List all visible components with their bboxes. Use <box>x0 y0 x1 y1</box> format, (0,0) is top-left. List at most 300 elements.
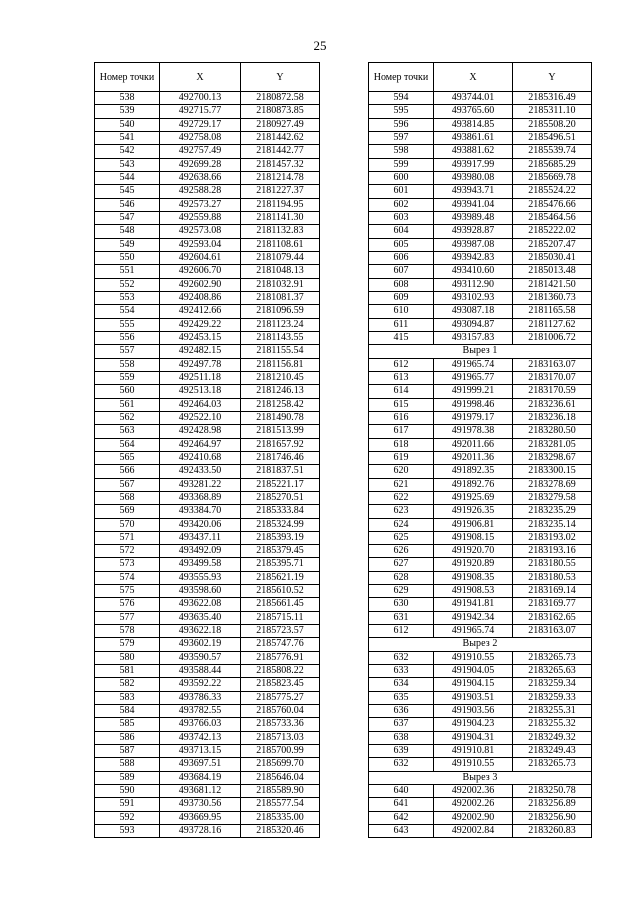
page-number: 25 <box>313 38 327 53</box>
point-number-cell: 624 <box>369 518 434 531</box>
y-coordinate-cell: 2183236.61 <box>513 398 592 411</box>
x-coordinate-cell: 493555.93 <box>160 571 241 584</box>
y-coordinate-cell: 2181006.72 <box>513 331 592 344</box>
point-number-cell: 564 <box>95 438 160 451</box>
point-number-cell: 620 <box>369 465 434 478</box>
y-coordinate-cell: 2183236.18 <box>513 411 592 424</box>
point-number-cell: 604 <box>369 225 434 238</box>
point-number-cell: 545 <box>95 185 160 198</box>
point-number-cell: 593 <box>95 825 160 838</box>
x-coordinate-cell: 493094.87 <box>434 318 513 331</box>
x-coordinate-cell: 493987.08 <box>434 238 513 251</box>
table-row <box>369 291 592 304</box>
y-coordinate-cell: 2181442.77 <box>241 145 320 158</box>
table-row <box>95 318 320 331</box>
point-number-cell: 552 <box>95 278 160 291</box>
x-coordinate-cell: 493602.19 <box>160 638 241 651</box>
y-coordinate-cell: 2181165.58 <box>513 305 592 318</box>
point-number-cell: 569 <box>95 505 160 518</box>
x-coordinate-cell: 492412.66 <box>160 305 241 318</box>
point-number-cell: 543 <box>95 158 160 171</box>
table-row <box>369 705 592 718</box>
x-coordinate-cell: 493499.58 <box>160 558 241 571</box>
y-coordinate-cell: 2185270.51 <box>241 491 320 504</box>
table-row <box>369 505 592 518</box>
x-coordinate-cell: 492497.78 <box>160 358 241 371</box>
x-coordinate-cell: 493592.22 <box>160 678 241 691</box>
table-row <box>369 145 592 158</box>
table-row <box>95 491 320 504</box>
table-row <box>95 625 320 638</box>
y-coordinate-cell: 2185464.56 <box>513 211 592 224</box>
point-number-cell: 581 <box>95 665 160 678</box>
x-coordinate-cell: 493368.89 <box>160 491 241 504</box>
table-row <box>95 358 320 371</box>
table-row <box>95 665 320 678</box>
table-row <box>369 625 592 638</box>
point-number-cell: 633 <box>369 665 434 678</box>
point-number-cell: 561 <box>95 398 160 411</box>
x-coordinate-cell: 492410.68 <box>160 451 241 464</box>
y-coordinate-cell: 2185316.49 <box>513 92 592 105</box>
point-number-cell: 601 <box>369 185 434 198</box>
y-coordinate-cell: 2183281.05 <box>513 438 592 451</box>
y-coordinate-cell: 2181210.45 <box>241 371 320 384</box>
x-coordinate-cell: 492700.13 <box>160 92 241 105</box>
point-number-cell: 547 <box>95 211 160 224</box>
point-number-cell: 563 <box>95 425 160 438</box>
x-coordinate-cell: 492559.88 <box>160 211 241 224</box>
y-coordinate-cell: 2183163.07 <box>513 358 592 371</box>
table-row <box>95 265 320 278</box>
point-number-cell: 591 <box>95 798 160 811</box>
x-coordinate-cell: 492757.49 <box>160 145 241 158</box>
header-y: Y <box>513 63 592 92</box>
table-row <box>369 518 592 531</box>
table-row <box>95 505 320 518</box>
x-coordinate-cell: 493635.40 <box>160 611 241 624</box>
x-coordinate-cell: 493410.60 <box>434 265 513 278</box>
point-number-cell: 554 <box>95 305 160 318</box>
x-coordinate-cell: 493157.83 <box>434 331 513 344</box>
table-row <box>369 678 592 691</box>
y-coordinate-cell: 2185496.51 <box>513 131 592 144</box>
x-coordinate-cell: 493730.56 <box>160 798 241 811</box>
x-coordinate-cell: 493112.90 <box>434 278 513 291</box>
y-coordinate-cell: 2181421.50 <box>513 278 592 291</box>
table-row <box>369 585 592 598</box>
table-row <box>95 411 320 424</box>
table-row <box>95 638 320 651</box>
y-coordinate-cell: 2180872.58 <box>241 92 320 105</box>
point-number-cell: 625 <box>369 531 434 544</box>
x-coordinate-cell: 491892.35 <box>434 465 513 478</box>
x-coordinate-cell: 492588.28 <box>160 185 241 198</box>
y-coordinate-cell: 2185747.76 <box>241 638 320 651</box>
point-number-cell: 557 <box>95 345 160 358</box>
table-row <box>369 265 592 278</box>
x-coordinate-cell: 493102.93 <box>434 291 513 304</box>
x-coordinate-cell: 492573.08 <box>160 225 241 238</box>
table-row <box>95 531 320 544</box>
table-row <box>95 198 320 211</box>
y-coordinate-cell: 2181141.30 <box>241 211 320 224</box>
table-row <box>369 251 592 264</box>
point-number-cell: 578 <box>95 625 160 638</box>
point-number-cell: 585 <box>95 718 160 731</box>
y-coordinate-cell: 2183280.50 <box>513 425 592 438</box>
section-header-row <box>369 771 592 784</box>
y-coordinate-cell: 2181227.37 <box>241 185 320 198</box>
y-coordinate-cell: 2185610.52 <box>241 585 320 598</box>
x-coordinate-cell: 491926.35 <box>434 505 513 518</box>
y-coordinate-cell: 2181143.55 <box>241 331 320 344</box>
y-coordinate-cell: 2183163.07 <box>513 625 592 638</box>
x-coordinate-cell: 491904.15 <box>434 678 513 691</box>
point-number-cell: 605 <box>369 238 434 251</box>
point-number-cell: 559 <box>95 371 160 384</box>
x-coordinate-cell: 491978.38 <box>434 425 513 438</box>
y-coordinate-cell: 2185030.41 <box>513 251 592 264</box>
y-coordinate-cell: 2183256.90 <box>513 811 592 824</box>
table-row <box>369 305 592 318</box>
point-number-cell: 540 <box>95 118 160 131</box>
point-number-cell: 642 <box>369 811 434 824</box>
table-row <box>95 558 320 571</box>
point-number-cell: 565 <box>95 451 160 464</box>
coordinates-table-right <box>368 62 592 838</box>
point-number-cell: 598 <box>369 145 434 158</box>
y-coordinate-cell: 2183255.32 <box>513 718 592 731</box>
y-coordinate-cell: 2183180.55 <box>513 558 592 571</box>
y-coordinate-cell: 2183193.02 <box>513 531 592 544</box>
point-number-cell: 614 <box>369 385 434 398</box>
table-row <box>95 225 320 238</box>
coordinates-table-left <box>94 62 320 838</box>
y-coordinate-cell: 2181132.83 <box>241 225 320 238</box>
header-y: Y <box>241 63 320 92</box>
y-coordinate-cell: 2185713.03 <box>241 731 320 744</box>
point-number-cell: 641 <box>369 798 434 811</box>
x-coordinate-cell: 491903.51 <box>434 691 513 704</box>
section-label: Вырез 1 <box>369 345 592 358</box>
section-header-row <box>369 638 592 651</box>
y-coordinate-cell: 2185508.20 <box>513 118 592 131</box>
point-number-cell: 597 <box>369 131 434 144</box>
x-coordinate-cell: 493669.95 <box>160 811 241 824</box>
y-coordinate-cell: 2183235.14 <box>513 518 592 531</box>
x-coordinate-cell: 493420.06 <box>160 518 241 531</box>
point-number-cell: 555 <box>95 318 160 331</box>
y-coordinate-cell: 2185524.22 <box>513 185 592 198</box>
table-row <box>369 665 592 678</box>
x-coordinate-cell: 491903.56 <box>434 705 513 718</box>
x-coordinate-cell: 492602.90 <box>160 278 241 291</box>
table-row <box>95 825 320 838</box>
x-coordinate-cell: 491910.55 <box>434 758 513 771</box>
table-row <box>95 425 320 438</box>
point-number-cell: 632 <box>369 758 434 771</box>
x-coordinate-cell: 491892.76 <box>434 478 513 491</box>
y-coordinate-cell: 2185589.90 <box>241 785 320 798</box>
table-row <box>369 451 592 464</box>
x-coordinate-cell: 492408.86 <box>160 291 241 304</box>
header-point-number: Номер точки <box>369 63 434 92</box>
y-coordinate-cell: 2183259.34 <box>513 678 592 691</box>
y-coordinate-cell: 2181156.81 <box>241 358 320 371</box>
x-coordinate-cell: 491910.81 <box>434 745 513 758</box>
table-row <box>369 385 592 398</box>
table-row <box>95 438 320 451</box>
point-number-cell: 546 <box>95 198 160 211</box>
header-x: X <box>160 63 241 92</box>
x-coordinate-cell: 493681.12 <box>160 785 241 798</box>
x-coordinate-cell: 492482.15 <box>160 345 241 358</box>
point-number-cell: 626 <box>369 545 434 558</box>
y-coordinate-cell: 2181214.78 <box>241 171 320 184</box>
y-coordinate-cell: 2185207.47 <box>513 238 592 251</box>
table-row <box>95 678 320 691</box>
x-coordinate-cell: 493881.62 <box>434 145 513 158</box>
point-number-cell: 549 <box>95 238 160 251</box>
point-number-cell: 553 <box>95 291 160 304</box>
x-coordinate-cell: 491904.23 <box>434 718 513 731</box>
table-row <box>95 691 320 704</box>
table-row <box>369 571 592 584</box>
table-row <box>95 371 320 384</box>
y-coordinate-cell: 2185776.91 <box>241 651 320 664</box>
y-coordinate-cell: 2183162.65 <box>513 611 592 624</box>
point-number-cell: 570 <box>95 518 160 531</box>
point-number-cell: 539 <box>95 105 160 118</box>
table-row <box>95 465 320 478</box>
table-row <box>95 345 320 358</box>
point-number-cell: 595 <box>369 105 434 118</box>
table-row <box>369 118 592 131</box>
table-row <box>369 278 592 291</box>
y-coordinate-cell: 2183249.32 <box>513 731 592 744</box>
x-coordinate-cell: 492758.08 <box>160 131 241 144</box>
y-coordinate-cell: 2183265.73 <box>513 758 592 771</box>
x-coordinate-cell: 492453.15 <box>160 331 241 344</box>
point-number-cell: 596 <box>369 118 434 131</box>
x-coordinate-cell: 492513.18 <box>160 385 241 398</box>
x-coordinate-cell: 492011.66 <box>434 438 513 451</box>
y-coordinate-cell: 2183256.89 <box>513 798 592 811</box>
y-coordinate-cell: 2185760.04 <box>241 705 320 718</box>
x-coordinate-cell: 492715.77 <box>160 105 241 118</box>
point-number-cell: 606 <box>369 251 434 264</box>
y-coordinate-cell: 2185621.19 <box>241 571 320 584</box>
y-coordinate-cell: 2185723.57 <box>241 625 320 638</box>
y-coordinate-cell: 2185577.54 <box>241 798 320 811</box>
point-number-cell: 635 <box>369 691 434 704</box>
x-coordinate-cell: 491965.74 <box>434 625 513 638</box>
point-number-cell: 586 <box>95 731 160 744</box>
y-coordinate-cell: 2181155.54 <box>241 345 320 358</box>
point-number-cell: 600 <box>369 171 434 184</box>
table-row <box>95 705 320 718</box>
table-row <box>369 438 592 451</box>
x-coordinate-cell: 493588.44 <box>160 665 241 678</box>
x-coordinate-cell: 491908.53 <box>434 585 513 598</box>
x-coordinate-cell: 493814.85 <box>434 118 513 131</box>
point-number-cell: 587 <box>95 745 160 758</box>
x-coordinate-cell: 493943.71 <box>434 185 513 198</box>
table-row <box>369 465 592 478</box>
x-coordinate-cell: 491998.46 <box>434 398 513 411</box>
x-coordinate-cell: 493980.08 <box>434 171 513 184</box>
point-number-cell: 579 <box>95 638 160 651</box>
point-number-cell: 612 <box>369 358 434 371</box>
table-row <box>95 158 320 171</box>
table-row <box>95 291 320 304</box>
y-coordinate-cell: 2185335.00 <box>241 811 320 824</box>
point-number-cell: 636 <box>369 705 434 718</box>
table-row <box>369 131 592 144</box>
y-coordinate-cell: 2185222.02 <box>513 225 592 238</box>
table-row <box>369 411 592 424</box>
x-coordinate-cell: 492464.97 <box>160 438 241 451</box>
point-number-cell: 631 <box>369 611 434 624</box>
table-row <box>95 251 320 264</box>
x-coordinate-cell: 493087.18 <box>434 305 513 318</box>
y-coordinate-cell: 2185379.45 <box>241 545 320 558</box>
point-number-cell: 613 <box>369 371 434 384</box>
table-row <box>369 785 592 798</box>
table-row <box>95 771 320 784</box>
table-row <box>95 305 320 318</box>
x-coordinate-cell: 492002.36 <box>434 785 513 798</box>
table-row <box>95 571 320 584</box>
point-number-cell: 639 <box>369 745 434 758</box>
table-row <box>95 745 320 758</box>
point-number-cell: 577 <box>95 611 160 624</box>
point-number-cell: 550 <box>95 251 160 264</box>
table-row <box>95 118 320 131</box>
y-coordinate-cell: 2181127.62 <box>513 318 592 331</box>
x-coordinate-cell: 491965.74 <box>434 358 513 371</box>
table-row <box>369 92 592 105</box>
table-row <box>369 745 592 758</box>
point-number-cell: 582 <box>95 678 160 691</box>
y-coordinate-cell: 2183300.15 <box>513 465 592 478</box>
x-coordinate-cell: 493765.60 <box>434 105 513 118</box>
x-coordinate-cell: 493590.57 <box>160 651 241 664</box>
x-coordinate-cell: 492699.28 <box>160 158 241 171</box>
y-coordinate-cell: 2183255.31 <box>513 705 592 718</box>
point-number-cell: 590 <box>95 785 160 798</box>
table-row <box>369 691 592 704</box>
table-row <box>95 478 320 491</box>
x-coordinate-cell: 493384.70 <box>160 505 241 518</box>
x-coordinate-cell: 492593.04 <box>160 238 241 251</box>
x-coordinate-cell: 492729.17 <box>160 118 241 131</box>
y-coordinate-cell: 2185700.99 <box>241 745 320 758</box>
table-row <box>369 185 592 198</box>
point-number-cell: 572 <box>95 545 160 558</box>
table-row <box>369 198 592 211</box>
y-coordinate-cell: 2185221.17 <box>241 478 320 491</box>
y-coordinate-cell: 2183279.58 <box>513 491 592 504</box>
x-coordinate-cell: 493861.61 <box>434 131 513 144</box>
point-number-cell: 562 <box>95 411 160 424</box>
table-row <box>95 811 320 824</box>
x-coordinate-cell: 491910.55 <box>434 651 513 664</box>
point-number-cell: 551 <box>95 265 160 278</box>
table-row <box>95 105 320 118</box>
table-row <box>369 478 592 491</box>
x-coordinate-cell: 493437.11 <box>160 531 241 544</box>
y-coordinate-cell: 2181513.99 <box>241 425 320 438</box>
table-row <box>369 398 592 411</box>
point-number-cell: 603 <box>369 211 434 224</box>
x-coordinate-cell: 492433.50 <box>160 465 241 478</box>
y-coordinate-cell: 2181123.24 <box>241 318 320 331</box>
x-coordinate-cell: 491920.89 <box>434 558 513 571</box>
y-coordinate-cell: 2183170.07 <box>513 371 592 384</box>
x-coordinate-cell: 493713.15 <box>160 745 241 758</box>
x-coordinate-cell: 492429.22 <box>160 318 241 331</box>
table-row <box>95 92 320 105</box>
point-number-cell: 580 <box>95 651 160 664</box>
y-coordinate-cell: 2185393.19 <box>241 531 320 544</box>
y-coordinate-cell: 2185646.04 <box>241 771 320 784</box>
point-number-cell: 544 <box>95 171 160 184</box>
table-row <box>369 158 592 171</box>
point-number-cell: 588 <box>95 758 160 771</box>
y-coordinate-cell: 2181258.42 <box>241 398 320 411</box>
table-row <box>95 398 320 411</box>
point-number-cell: 632 <box>369 651 434 664</box>
y-coordinate-cell: 2181081.37 <box>241 291 320 304</box>
table-row <box>95 171 320 184</box>
y-coordinate-cell: 2185539.74 <box>513 145 592 158</box>
point-number-cell: 638 <box>369 731 434 744</box>
x-coordinate-cell: 493928.87 <box>434 225 513 238</box>
point-number-cell: 622 <box>369 491 434 504</box>
y-coordinate-cell: 2183180.53 <box>513 571 592 584</box>
table-row <box>95 331 320 344</box>
point-number-cell: 576 <box>95 598 160 611</box>
point-number-cell: 617 <box>369 425 434 438</box>
y-coordinate-cell: 2181079.44 <box>241 251 320 264</box>
x-coordinate-cell: 493622.18 <box>160 625 241 638</box>
x-coordinate-cell: 493684.19 <box>160 771 241 784</box>
x-coordinate-cell: 491908.35 <box>434 571 513 584</box>
table-row <box>369 238 592 251</box>
table-row <box>369 331 592 344</box>
x-coordinate-cell: 491965.77 <box>434 371 513 384</box>
point-number-cell: 568 <box>95 491 160 504</box>
y-coordinate-cell: 2183278.69 <box>513 478 592 491</box>
section-label: Вырез 2 <box>369 638 592 651</box>
x-coordinate-cell: 493989.48 <box>434 211 513 224</box>
table-row <box>369 611 592 624</box>
y-coordinate-cell: 2185669.78 <box>513 171 592 184</box>
x-coordinate-cell: 493492.09 <box>160 545 241 558</box>
table-row <box>369 211 592 224</box>
y-coordinate-cell: 2183193.16 <box>513 545 592 558</box>
table-row <box>95 758 320 771</box>
header-point-number: Номер точки <box>95 63 160 92</box>
table-row <box>369 171 592 184</box>
point-number-cell: 567 <box>95 478 160 491</box>
x-coordinate-cell: 493697.51 <box>160 758 241 771</box>
point-number-cell: 640 <box>369 785 434 798</box>
y-coordinate-cell: 2183260.83 <box>513 825 592 838</box>
point-number-cell: 618 <box>369 438 434 451</box>
